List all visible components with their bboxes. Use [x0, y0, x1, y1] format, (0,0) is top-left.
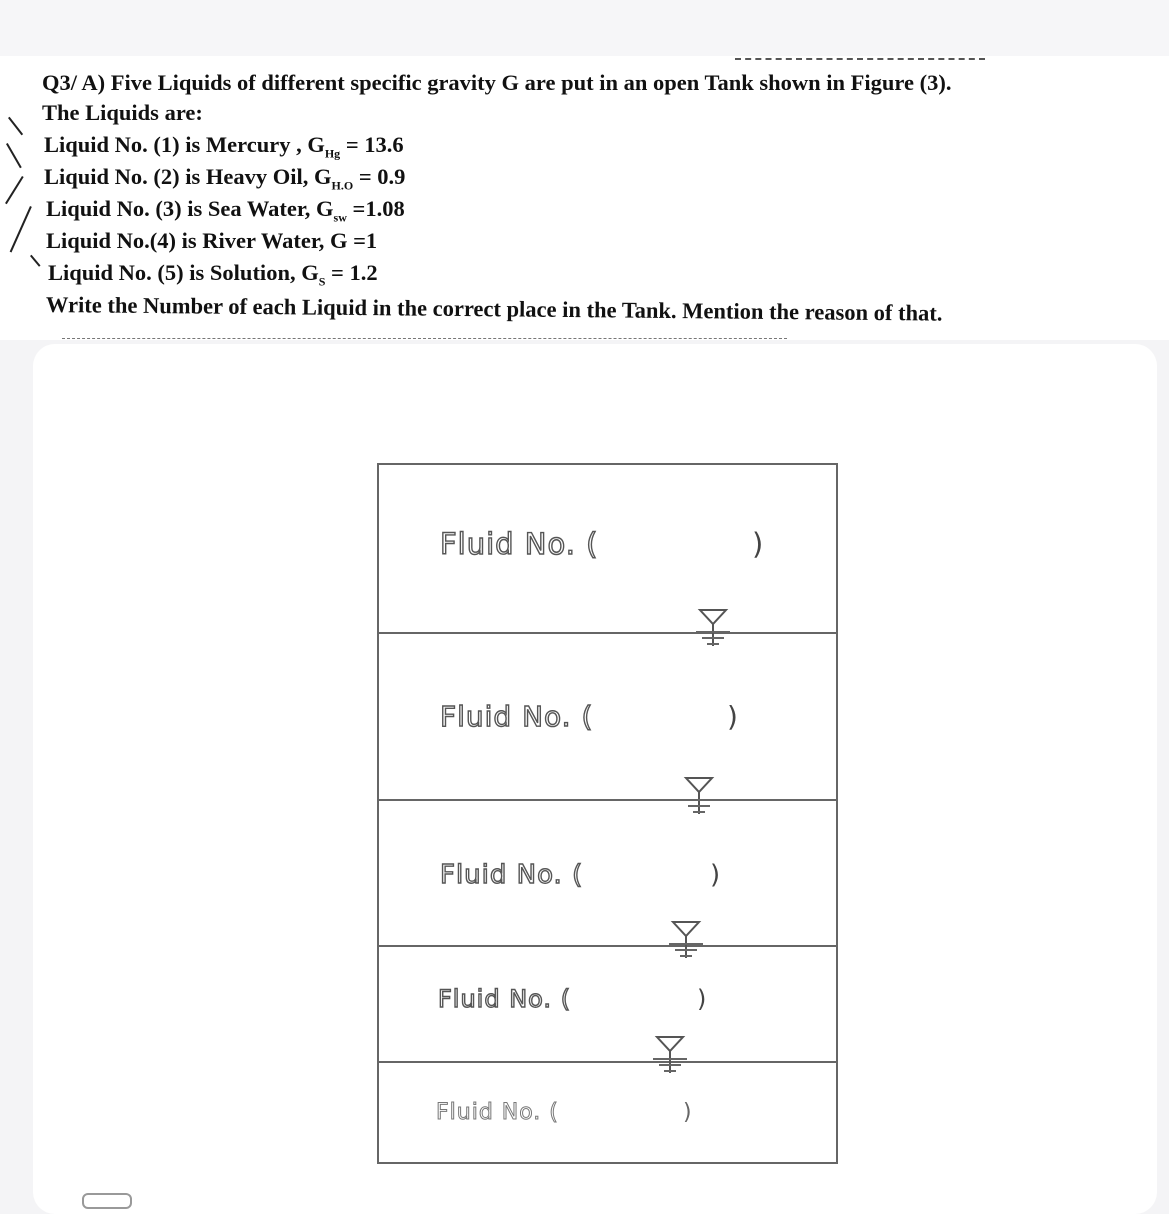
- margin-mark: [30, 255, 41, 267]
- liquid-4-line: Liquid No.(4) is River Water, G =1: [46, 228, 378, 253]
- margin-mark: [10, 206, 32, 252]
- question-block: [0, 56, 1169, 340]
- fluid-close-paren-layer-4: ): [697, 985, 707, 1013]
- interface-line-2: [379, 799, 836, 801]
- margin-mark: [8, 117, 23, 136]
- fluid-label-layer-4: Fluid No. (: [438, 985, 572, 1013]
- liquid-3-line: [46, 198, 405, 224]
- liquid-2-text: Liquid No. (2) is Heavy Oil, G: [44, 164, 332, 189]
- margin-mark: [5, 176, 24, 204]
- interface-line-1: [379, 632, 836, 634]
- scroll-handle[interactable]: [82, 1193, 132, 1209]
- fluid-close-paren-layer-2: ): [727, 700, 738, 733]
- water-level-icon: [653, 1035, 687, 1075]
- fluid-close-paren-layer-5: ): [683, 1100, 692, 1125]
- fluid-label-layer-2: Fluid No. (: [440, 700, 594, 733]
- liquid-5-line: [48, 262, 378, 288]
- liquid-1-subscript: Hg: [324, 146, 341, 161]
- water-level-icon: [696, 608, 730, 648]
- liquid-5-subscript: S: [318, 274, 326, 289]
- fluid-label-layer-1: Fluid No. (: [440, 527, 599, 561]
- margin-mark: [6, 143, 22, 168]
- question-title: Q3/ A) Five Liquids of different specific gravity G are put in an open Tank shown in Figure (3).: [42, 70, 952, 95]
- liquid-5-text: Liquid No. (5) is Solution, G: [48, 260, 319, 285]
- liquid-2-line: [44, 166, 405, 192]
- dashed-rule-bottom: [62, 338, 787, 339]
- dashed-rule-top: [735, 58, 985, 60]
- liquid-3-text: Liquid No. (3) is Sea Water, G: [46, 196, 334, 221]
- water-level-icon: [682, 776, 716, 816]
- fluid-label-layer-5: Fluid No. (: [436, 1100, 559, 1125]
- question-intro: The Liquids are:: [42, 100, 203, 125]
- liquid-1-text: Liquid No. (1) is Mercury , G: [44, 132, 325, 157]
- liquid-3-value: =1.08: [346, 196, 405, 221]
- question-instruction: Write the Number of each Liquid in the correct place in the Tank. Mention the reason of that.: [45, 292, 943, 326]
- interface-line-4: [379, 1061, 836, 1063]
- open-tank: [377, 463, 838, 1164]
- liquid-1-value: = 13.6: [340, 132, 404, 157]
- liquid-1-line: [44, 134, 404, 160]
- fluid-label-layer-3: Fluid No. (: [440, 860, 584, 890]
- liquid-2-value: = 0.9: [353, 164, 406, 189]
- interface-line-3: [379, 945, 836, 947]
- fluid-close-paren-layer-3: ): [710, 860, 721, 890]
- fluid-close-paren-layer-1: ): [752, 527, 764, 561]
- liquid-3-subscript: sw: [333, 210, 347, 225]
- liquid-5-value: = 1.2: [325, 260, 378, 285]
- liquid-2-subscript: H.O: [331, 178, 354, 193]
- top-band: [0, 0, 1169, 56]
- water-level-icon: [669, 920, 703, 960]
